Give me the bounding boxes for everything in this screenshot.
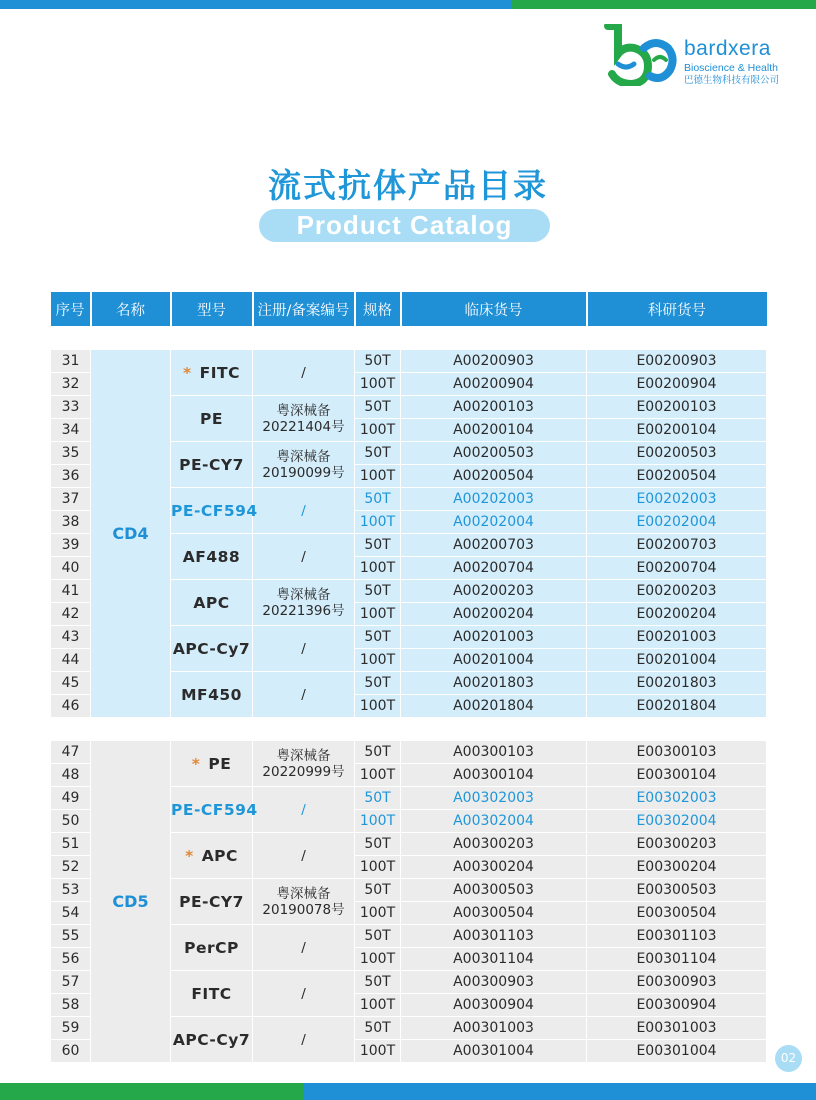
spec-cell: 100T (355, 810, 401, 833)
registration-line: 粤深械备 (276, 747, 331, 764)
column-header: 型号 (171, 292, 253, 327)
spec-cell: 50T (355, 879, 401, 902)
spec-cell: 100T (355, 419, 401, 442)
registration-line: / (301, 801, 306, 818)
research-code: E00200704 (587, 557, 767, 580)
table-header-row (51, 292, 767, 327)
clinical-code: A00200504 (401, 465, 587, 488)
model-cell (171, 396, 253, 442)
spec-cell: 100T (355, 649, 401, 672)
clinical-code: A00300204 (401, 856, 587, 879)
clinical-code: A00300203 (401, 833, 587, 856)
brand-logo (604, 24, 794, 88)
brand-tagline: Bioscience & Health (684, 62, 778, 74)
research-code: E00301103 (587, 925, 767, 948)
research-code: E00300503 (587, 879, 767, 902)
registration-number (253, 787, 355, 833)
registration-number (253, 396, 355, 442)
brand-name: bardxera (684, 37, 771, 60)
registration-number (253, 350, 355, 396)
registration-number (253, 971, 355, 1017)
row-index: 39 (51, 534, 91, 557)
clinical-code: A00202004 (401, 511, 587, 534)
model-name: MF450 (181, 685, 242, 704)
row-index: 31 (51, 350, 91, 373)
clinical-code: A00200503 (401, 442, 587, 465)
registration-line: / (301, 847, 306, 864)
registration-line: 粤深械备 (276, 885, 331, 902)
bottom-accent-bar-blue (304, 1083, 816, 1100)
research-code: E00200903 (587, 350, 767, 373)
model-cell (171, 672, 253, 718)
model-name: APC (193, 593, 230, 612)
research-code: E00301104 (587, 948, 767, 971)
spec-cell: 100T (355, 511, 401, 534)
row-index: 37 (51, 488, 91, 511)
spec-cell: 100T (355, 994, 401, 1017)
clinical-code: A00200704 (401, 557, 587, 580)
registration-number (253, 534, 355, 580)
registration-number (253, 1017, 355, 1063)
row-index: 46 (51, 695, 91, 718)
research-code: E00300504 (587, 902, 767, 925)
model-cell (171, 971, 253, 1017)
research-code: E00302004 (587, 810, 767, 833)
row-index: 38 (51, 511, 91, 534)
spec-cell: 50T (355, 442, 401, 465)
clinical-code: A00200104 (401, 419, 587, 442)
research-code: E00300903 (587, 971, 767, 994)
clinical-code: A00302004 (401, 810, 587, 833)
spec-cell: 50T (355, 925, 401, 948)
research-code: E00200204 (587, 603, 767, 626)
registration-line: 粤深械备 (276, 448, 331, 465)
column-header: 名称 (91, 292, 171, 327)
research-code: E00200203 (587, 580, 767, 603)
row-index: 58 (51, 994, 91, 1017)
row-index: 59 (51, 1017, 91, 1040)
row-index: 43 (51, 626, 91, 649)
clinical-code: A00300503 (401, 879, 587, 902)
brand-company-cn: 巴德生物科技有限公司 (684, 75, 780, 86)
clinical-code: A00200203 (401, 580, 587, 603)
column-header: 科研货号 (587, 292, 767, 327)
registration-number (253, 488, 355, 534)
clinical-code: A00201004 (401, 649, 587, 672)
antigen-name: CD4 (91, 350, 171, 718)
clinical-code: A00302003 (401, 787, 587, 810)
model-cell (171, 580, 253, 626)
registration-number (253, 925, 355, 971)
spec-cell: 50T (355, 787, 401, 810)
column-header: 规格 (355, 292, 401, 327)
registration-line: 粤深械备 (276, 402, 331, 419)
model-name: PE (208, 754, 232, 773)
registration-line: 20221404号 (262, 418, 345, 435)
row-index: 42 (51, 603, 91, 626)
spec-cell: 100T (355, 465, 401, 488)
clinical-code: A00201003 (401, 626, 587, 649)
row-index: 41 (51, 580, 91, 603)
group-spacer (51, 718, 767, 741)
model-cell (171, 741, 253, 787)
registration-line: / (301, 985, 306, 1002)
model-name: PE-CF594 (171, 501, 258, 520)
registration-line: 20190078号 (262, 901, 345, 918)
registration-number (253, 626, 355, 672)
row-index: 34 (51, 419, 91, 442)
table-row (51, 350, 767, 373)
spec-cell: 100T (355, 902, 401, 925)
spec-cell: 100T (355, 948, 401, 971)
clinical-code: A00301103 (401, 925, 587, 948)
model-name: APC-Cy7 (172, 639, 251, 658)
spec-cell: 50T (355, 488, 401, 511)
spec-cell: 50T (355, 350, 401, 373)
row-index: 52 (51, 856, 91, 879)
registration-line: 粤深械备 (276, 586, 331, 603)
row-index: 45 (51, 672, 91, 695)
research-code: E00300204 (587, 856, 767, 879)
column-header: 临床货号 (401, 292, 587, 327)
registration-number (253, 833, 355, 879)
model-cell (171, 925, 253, 971)
model-cell (171, 1017, 253, 1063)
research-code: E00200104 (587, 419, 767, 442)
row-index: 44 (51, 649, 91, 672)
research-code: E00300904 (587, 994, 767, 1017)
registration-line: / (301, 640, 306, 657)
row-index: 33 (51, 396, 91, 419)
registration-line: 20221396号 (262, 602, 345, 619)
clinical-code: A00200903 (401, 350, 587, 373)
registration-line: / (301, 939, 306, 956)
spec-cell: 50T (355, 833, 401, 856)
clinical-code: A00300504 (401, 902, 587, 925)
research-code: E00300104 (587, 764, 767, 787)
row-index: 32 (51, 373, 91, 396)
model-name: PE-CF594 (171, 800, 258, 819)
clinical-code: A00301104 (401, 948, 587, 971)
star-icon: * (191, 754, 201, 773)
clinical-code: A00300103 (401, 741, 587, 764)
clinical-code: A00300903 (401, 971, 587, 994)
row-index: 60 (51, 1040, 91, 1063)
model-cell (171, 534, 253, 580)
table-row (51, 741, 767, 764)
model-cell (171, 626, 253, 672)
column-header: 序号 (51, 292, 91, 327)
research-code: E00200904 (587, 373, 767, 396)
table-body (51, 327, 767, 1063)
row-index: 47 (51, 741, 91, 764)
row-index: 54 (51, 902, 91, 925)
clinical-code: A00200204 (401, 603, 587, 626)
clinical-code: A00301004 (401, 1040, 587, 1063)
model-name: APC (201, 846, 238, 865)
research-code: E00201803 (587, 672, 767, 695)
model-name: APC-Cy7 (172, 1030, 251, 1049)
page-number-badge: 02 (775, 1045, 802, 1072)
registration-number (253, 879, 355, 925)
registration-number (253, 741, 355, 787)
top-accent-bar-blue (0, 0, 512, 9)
research-code: E00201003 (587, 626, 767, 649)
clinical-code: A00300904 (401, 994, 587, 1017)
registration-line: / (301, 686, 306, 703)
spec-cell: 100T (355, 373, 401, 396)
top-accent-bar-green (512, 0, 816, 9)
spec-cell: 50T (355, 741, 401, 764)
registration-line: / (301, 548, 306, 565)
registration-line: / (301, 364, 306, 381)
row-index: 49 (51, 787, 91, 810)
row-index: 55 (51, 925, 91, 948)
model-name: PE-CY7 (179, 892, 244, 911)
spec-cell: 50T (355, 534, 401, 557)
row-index: 53 (51, 879, 91, 902)
research-code: E00300103 (587, 741, 767, 764)
row-index: 56 (51, 948, 91, 971)
row-index: 36 (51, 465, 91, 488)
research-code: E00200504 (587, 465, 767, 488)
row-index: 48 (51, 764, 91, 787)
research-code: E00200703 (587, 534, 767, 557)
spec-cell: 100T (355, 856, 401, 879)
research-code: E00202004 (587, 511, 767, 534)
catalog-title-cn: 流式抗体产品目录 (268, 166, 548, 205)
research-code: E00302003 (587, 787, 767, 810)
product-catalog-table (50, 292, 767, 1063)
spec-cell: 50T (355, 626, 401, 649)
registration-number (253, 672, 355, 718)
registration-line: 20220999号 (262, 763, 345, 780)
bardxera-logo-icon (604, 24, 678, 86)
row-index: 35 (51, 442, 91, 465)
row-index: 40 (51, 557, 91, 580)
column-header: 注册/备案编号 (253, 292, 355, 327)
spec-cell: 50T (355, 1017, 401, 1040)
registration-number (253, 580, 355, 626)
research-code: E00200503 (587, 442, 767, 465)
research-code: E00300203 (587, 833, 767, 856)
research-code: E00200103 (587, 396, 767, 419)
spec-cell: 100T (355, 557, 401, 580)
model-cell (171, 879, 253, 925)
clinical-code: A00300104 (401, 764, 587, 787)
spec-cell: 50T (355, 396, 401, 419)
model-name: AF488 (182, 547, 241, 566)
row-index: 51 (51, 833, 91, 856)
group-spacer (51, 327, 767, 350)
clinical-code: A00201804 (401, 695, 587, 718)
spec-cell: 100T (355, 764, 401, 787)
research-code: E00202003 (587, 488, 767, 511)
antigen-name: CD5 (91, 741, 171, 1063)
clinical-code: A00301003 (401, 1017, 587, 1040)
spec-cell: 100T (355, 603, 401, 626)
spec-cell: 100T (355, 695, 401, 718)
model-cell (171, 787, 258, 833)
registration-number (253, 442, 355, 488)
model-cell (171, 442, 253, 488)
row-index: 50 (51, 810, 91, 833)
spec-cell: 100T (355, 1040, 401, 1063)
model-name: PerCP (184, 938, 239, 957)
spec-cell: 50T (355, 580, 401, 603)
spec-cell: 50T (355, 672, 401, 695)
model-cell (171, 833, 253, 879)
registration-line: / (301, 502, 306, 519)
clinical-code: A00200904 (401, 373, 587, 396)
model-name: FITC (191, 984, 232, 1003)
clinical-code: A00201803 (401, 672, 587, 695)
clinical-code: A00202003 (401, 488, 587, 511)
model-name: PE-CY7 (179, 455, 244, 474)
research-code: E00301003 (587, 1017, 767, 1040)
research-code: E00201004 (587, 649, 767, 672)
star-icon: * (183, 363, 192, 382)
catalog-title-en: Product Catalog (259, 209, 550, 242)
clinical-code: A00200103 (401, 396, 587, 419)
research-code: E00201804 (587, 695, 767, 718)
row-index: 57 (51, 971, 91, 994)
model-name: FITC (199, 363, 240, 382)
spec-cell: 50T (355, 971, 401, 994)
registration-line: 20190099号 (262, 464, 345, 481)
model-name: PE (200, 409, 223, 428)
bottom-accent-bar-green (0, 1083, 304, 1100)
research-code: E00301004 (587, 1040, 767, 1063)
model-cell (171, 488, 258, 534)
model-cell (171, 350, 253, 396)
star-icon: * (185, 846, 194, 865)
clinical-code: A00200703 (401, 534, 587, 557)
registration-line: / (301, 1031, 306, 1048)
